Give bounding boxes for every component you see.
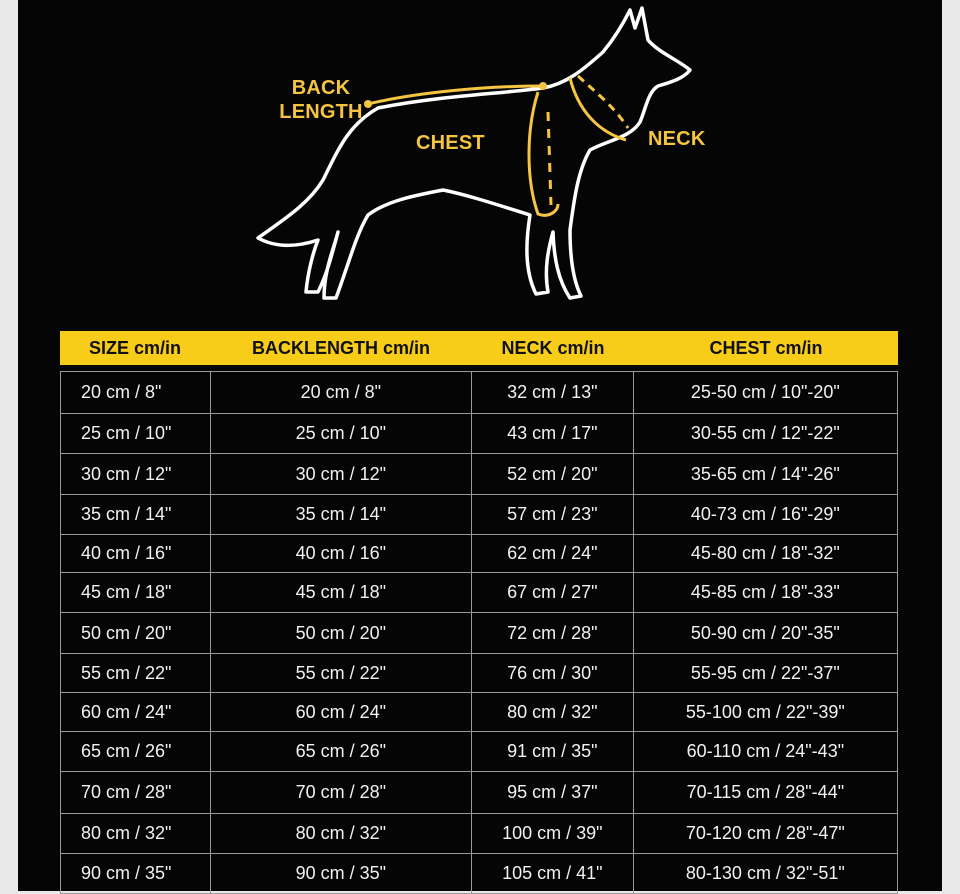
cell-size: 40 cm / 16" bbox=[61, 535, 211, 572]
cell-size: 90 cm / 35" bbox=[61, 854, 211, 893]
cell-size: 20 cm / 8" bbox=[61, 372, 211, 413]
table-row bbox=[61, 535, 897, 573]
chest-label: CHEST bbox=[416, 132, 485, 154]
cell-chest: 70-115 cm / 28"-44" bbox=[686, 782, 845, 802]
table-row bbox=[61, 814, 897, 854]
cell-neck: 32 cm / 13" bbox=[472, 372, 634, 413]
header-backlength: BACKLENGTH cm/in bbox=[251, 337, 430, 358]
cell-neck: 91 cm / 35" bbox=[472, 732, 634, 771]
cell-backlength: 80 cm / 32" bbox=[211, 814, 472, 853]
dog-measurement-figure bbox=[18, 0, 942, 320]
cell-size: 55 cm / 22" bbox=[61, 654, 211, 692]
cell-size: 50 cm / 20" bbox=[61, 613, 211, 653]
cell-neck: 105 cm / 41" bbox=[472, 854, 634, 893]
cell-chest: 30-55 cm / 12"-22" bbox=[690, 423, 840, 443]
cell-neck: 57 cm / 23" bbox=[472, 495, 634, 534]
cell-backlength: 25 cm / 10" bbox=[211, 414, 472, 453]
cell-size: 60 cm / 24" bbox=[61, 693, 211, 731]
table-row bbox=[61, 854, 897, 894]
cell-backlength: 50 cm / 20" bbox=[211, 613, 472, 653]
neck-label: NECK bbox=[648, 128, 706, 150]
cell-backlength: 30 cm / 12" bbox=[211, 454, 472, 494]
size-table bbox=[60, 331, 898, 894]
back-label-line1: BACK bbox=[291, 77, 351, 99]
cell-size: 70 cm / 28" bbox=[61, 772, 211, 813]
cell-chest: 55-100 cm / 22"-39" bbox=[685, 701, 845, 722]
cell-neck: 52 cm / 20" bbox=[472, 454, 634, 494]
cell-chest: 60-110 cm / 24"-43" bbox=[686, 741, 845, 761]
cell-neck: 80 cm / 32" bbox=[472, 693, 634, 731]
table-row bbox=[61, 414, 897, 454]
table-row bbox=[61, 772, 897, 814]
cell-backlength: 45 cm / 18" bbox=[211, 573, 472, 612]
cell-neck: 95 cm / 37" bbox=[472, 772, 634, 813]
table-row bbox=[61, 573, 897, 613]
back-length-label bbox=[266, 76, 376, 124]
table-header bbox=[60, 331, 898, 365]
cell-backlength: 40 cm / 16" bbox=[211, 535, 472, 572]
cell-backlength: 90 cm / 35" bbox=[211, 854, 472, 893]
cell-backlength: 35 cm / 14" bbox=[211, 495, 472, 534]
dog-silhouette-icon bbox=[18, 0, 942, 320]
cell-chest: 55-95 cm / 22"-37" bbox=[690, 662, 840, 683]
table-row bbox=[61, 495, 897, 535]
header-neck: NECK cm/in bbox=[501, 337, 605, 358]
cell-backlength: 55 cm / 22" bbox=[211, 654, 472, 692]
table-row bbox=[61, 693, 897, 732]
cell-backlength: 65 cm / 26" bbox=[211, 732, 472, 771]
cell-backlength: 70 cm / 28" bbox=[211, 772, 472, 813]
cell-neck: 43 cm / 17" bbox=[472, 414, 634, 453]
cell-chest: 35-65 cm / 14"-26" bbox=[690, 463, 840, 484]
cell-size: 25 cm / 10" bbox=[61, 414, 211, 453]
cell-neck: 62 cm / 24" bbox=[472, 535, 634, 572]
cell-neck: 72 cm / 28" bbox=[472, 613, 634, 653]
table-row bbox=[61, 454, 897, 495]
cell-chest: 40-73 cm / 16"-29" bbox=[690, 504, 840, 524]
cell-backlength: 60 cm / 24" bbox=[211, 693, 472, 731]
cell-chest: 45-85 cm / 18"-33" bbox=[690, 582, 840, 602]
table-row bbox=[61, 654, 897, 693]
header-size: SIZE cm/in bbox=[88, 337, 182, 358]
cell-chest: 50-90 cm / 20"-35" bbox=[690, 622, 840, 643]
cell-chest: 45-80 cm / 18"-32" bbox=[690, 543, 840, 563]
cell-size: 65 cm / 26" bbox=[61, 732, 211, 771]
cell-chest: 80-130 cm / 32"-51" bbox=[685, 863, 845, 883]
table-row bbox=[61, 732, 897, 772]
table-body bbox=[60, 371, 898, 894]
table-row bbox=[61, 372, 897, 414]
cell-backlength: 20 cm / 8" bbox=[211, 372, 472, 413]
cell-chest: 70-120 cm / 28"-47" bbox=[685, 823, 845, 843]
size-chart-panel bbox=[18, 0, 942, 891]
header-chest: CHEST cm/in bbox=[709, 337, 823, 358]
cell-neck: 67 cm / 27" bbox=[472, 573, 634, 612]
cell-size: 30 cm / 12" bbox=[61, 454, 211, 494]
table-row bbox=[61, 613, 897, 654]
cell-chest: 25-50 cm / 10"-20" bbox=[690, 382, 840, 402]
cell-neck: 100 cm / 39" bbox=[472, 814, 634, 853]
cell-neck: 76 cm / 30" bbox=[472, 654, 634, 692]
cell-size: 80 cm / 32" bbox=[61, 814, 211, 853]
back-label-line2: LENGTH bbox=[279, 101, 363, 123]
cell-size: 35 cm / 14" bbox=[61, 495, 211, 534]
cell-size: 45 cm / 18" bbox=[61, 573, 211, 612]
